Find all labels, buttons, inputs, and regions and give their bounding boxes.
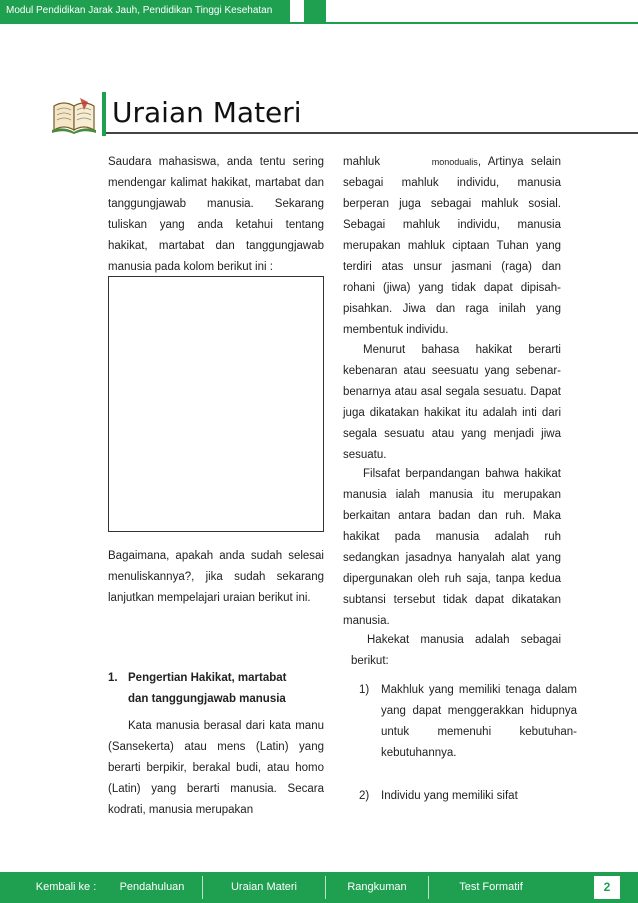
right-paragraph-3: Filsafat berpandangan bahwa hakikat manusia ialah manusia itu merupakan berkaitan antara badan dan ruh. Maka hakikat pada manusia adalah ruh sedangkan jasadnya hanyalah alat yang dipergunakan oleh ruh saja, tanpa kedua subtansi tersebut tidak dapat dikatakan manusia. bbox=[343, 468, 561, 627]
header-accent-block bbox=[304, 0, 326, 22]
page-number: 2 bbox=[594, 876, 620, 899]
list-item-text: Makhluk yang memiliki tenaga dalam yang dapat menggerakkan hidupnya untuk memenuhi kebutuhan-kebutuhannya. bbox=[381, 684, 577, 759]
footer-back-label: Kembali ke : bbox=[35, 881, 97, 893]
after-box-paragraph: Bagaimana, apakah anda sudah selesai menuliskannya?, jika sudah sekarang lanjutkan mempelajari uraian berikut ini. bbox=[108, 550, 324, 604]
section-title-block bbox=[50, 92, 638, 136]
title-underline bbox=[106, 132, 638, 134]
module-header bbox=[0, 0, 290, 22]
list-item-text: Individu yang memiliki sifat bbox=[381, 790, 518, 802]
list-item-number: 2) bbox=[359, 790, 370, 802]
p1-start: mahluk bbox=[343, 156, 381, 168]
p1-rest: , Artinya selain sebagai mahluk individu, manusia berperan juga sebagai mahluk sosial. Sebagai mahluk individu, manusia merupakan mahluk ciptaan Tuhan yang terdiri atas unsur jasmani (raga) dan rohani (jiwa) yang tidak dapat dipisah-pisahkan. Jiwa dan raga inilah yang membentuk individu. bbox=[343, 156, 561, 336]
subsection-title-line2: dan tanggungjawab manusia bbox=[128, 693, 286, 705]
title-accent-bar bbox=[102, 92, 106, 136]
nav-link-rangkuman[interactable]: Rangkuman bbox=[347, 881, 407, 893]
subsection-title-line1: Pengertian Hakikat, martabat bbox=[128, 672, 287, 684]
right-paragraph-2: Menurut bahasa hakikat berarti kebenaran atau seesuatu yang sebenar-benarnya atau asal segala sesuatu. Dapat juga dikatakan hakikat itu adalah inti dari segala sesuatu atau yang menjadi jiwa sesuatu. bbox=[343, 344, 561, 461]
list-item-number: 1) bbox=[359, 684, 370, 696]
nav-link-test-formatif[interactable]: Test Formatif bbox=[459, 881, 523, 893]
subsection-number: 1. bbox=[108, 672, 118, 684]
nav-link-uraian-materi[interactable]: Uraian Materi bbox=[230, 881, 298, 893]
module-title: Modul Pendidikan Jarak Jauh, Pendidikan Tinggi Kesehatan bbox=[6, 5, 273, 16]
open-book-icon bbox=[50, 96, 98, 134]
p1-term: monodualis bbox=[431, 157, 478, 167]
right-paragraph-4: Hakekat manusia adalah sebagai berikut: bbox=[351, 634, 561, 667]
section-title: Uraian Materi bbox=[112, 96, 302, 129]
header-rule bbox=[0, 22, 638, 24]
nav-link-pendahuluan[interactable]: Pendahuluan bbox=[119, 881, 185, 893]
intro-paragraph: Saudara mahasiswa, anda tentu sering mendengar kalimat hakikat, martabat dan tanggungjawab manusia. Sekarang tuliskan yang anda ketahui tentang hakikat, martabat dan tanggungjawab manusia pada kolom berikut ini : bbox=[108, 156, 324, 273]
right-paragraph-1 bbox=[343, 152, 561, 341]
body-paragraph: Kata manusia berasal dari kata manu (Sansekerta) atau mens (Latin) yang berarti berpikir, berakal budi, atau homo (Latin) yang berarti manusia. Secara kodrati, manusia merupakan bbox=[108, 720, 324, 816]
answer-box[interactable] bbox=[108, 276, 324, 532]
